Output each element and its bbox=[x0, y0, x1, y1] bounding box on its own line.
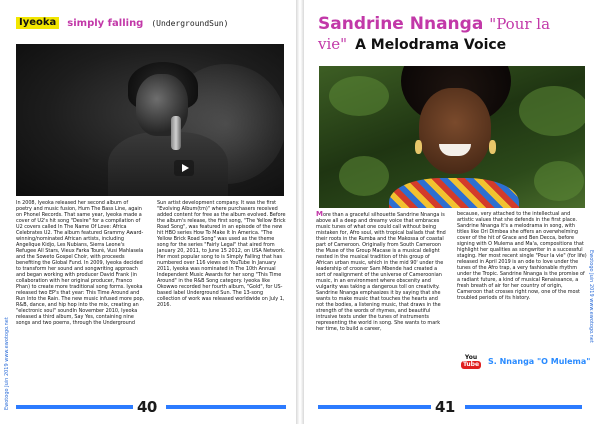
right-article bbox=[316, 211, 588, 361]
footer-rule bbox=[16, 405, 133, 409]
left-column-2: Sun artist development company. It was the first "Evolving Album(tm)" where purchasers received added content for free as the album evolved. Before the album's release, the first song, "The Yellow Brick Road Song", was featured in an episode of the new hit HBO series How To Make It In America. "The Yellow Brick Road Song" was used as the theme song for the series "Fairly Legal" that aired from January 20, 2011, to June 15 2012, on USA Network. Her most popular song to is Simply Falling that has numbered over 116 views on YouTube In January 2011, Iyeoka was nominated in The 10th Annual Independent Music Awards for her song "This Time Around" in the R&B Song category. Iyeoka like Okowwo recorded her fourth album, "Gold", for US-based label Underground Sun. The 13-song collection of work was released worldwide on July 1, 2016. bbox=[157, 200, 286, 308]
youtube-icon[interactable]: You Tube bbox=[462, 354, 480, 368]
video-thumbnail[interactable] bbox=[16, 44, 284, 196]
footer-rule bbox=[166, 405, 286, 409]
title-quote-start: "Pour la bbox=[489, 15, 551, 33]
footer-rule bbox=[465, 405, 582, 409]
artist-photo bbox=[319, 66, 585, 208]
left-header bbox=[16, 17, 228, 29]
footer-rule bbox=[318, 405, 431, 409]
article-title bbox=[318, 14, 586, 55]
side-margin-text-left: Ewotogo Juin 2019 www.ewotogo.net bbox=[4, 317, 10, 410]
title-quote-end: vie" bbox=[318, 35, 348, 53]
youtube-caption[interactable]: S. Nnanga "O Mulema" bbox=[488, 357, 591, 366]
left-column-1: In 2008, Iyeoka released her second album of poetry and music fusion, Hum The Bass Line, again on Phonel Records. That same year, Iyeoka made a cover of U2's hit song "Desire" for a compilation of U2 covers called In The Name Of Love: Africa Celebrates U2. The album featured Grammy Award-winning/nominated African artists, including Angelique Kidjo, Les Nubians, Sierra Leone's Refugee All Stars, Vieux Farka Touré, Vusi Mahlasela and the Soweto Gospel Choir, with proceeds benefiting the Global Fund. In 2009, Iyeoka decided to transform her sound and songwriting approach and began working with producer David Frank (in collaboration with her original producer, Franco Phan) to create more traditional song forms. Iyeoka released two EP's that year: This Time Around and Run Into the Rain. The new music infused more pop, R&B, dance, and hip hop into the mix, creating an "electronic soul" soundIn November 2010, Iyeoka released a third album, Say Yes, containing nine songs and two poems, through the Underground bbox=[16, 200, 145, 326]
page-number-left: 40 bbox=[137, 398, 157, 416]
page-number-right: 41 bbox=[435, 398, 455, 416]
right-column-1: More than a graceful silhouette Sandrine Nnanga is above all a deep and dreamy voice that embraces music tunes of what one could call without being mistaken for, Afro soul, with tropical ballads that find their roots in the Rumba and the Makossa of coastal part of Cameroon. Originally from South Cameroon the Muse of the Group Macase is a musical delight nested in the musical tradition of this group of African urban music, which in the mid 90' under the leadership of crooner Sam Mbende had created a sort of realignment of the universe of Cameroonian music, in an environment where obscenity and vulgarity was taking a dangerous toll on creativity. Sandrine Nnanga emphasizes it by saying that she wants to make music that touches the hearts and not the bodies, a listening music, that draws in the strength of the words of rhymes, and beautiful intrusive texts under the tunes of instruments representing the world in song. She wants to mark her time, to build a career, bbox=[316, 211, 446, 332]
left-page bbox=[0, 0, 296, 424]
artist-tag: Iyeoka bbox=[16, 17, 59, 29]
album-title: (UndergroundSun) bbox=[151, 18, 229, 28]
song-title: simply falling bbox=[67, 17, 144, 29]
page-gutter bbox=[296, 0, 304, 424]
title-name: Sandrine Nnanga bbox=[318, 14, 484, 34]
side-margin-text-right: Ewotogo Juin 2019 www.ewotogo.net bbox=[588, 250, 594, 343]
drop-cap: M bbox=[316, 211, 323, 218]
title-subtitle: A Melodrama Voice bbox=[355, 37, 507, 53]
right-column-2: because, very attached to the intellectual and artistic values that she defends in the first place. Sandrine Nnanga It's a melodrama in song, with titles like Ori Dimbea she offers an overwhelming cover of the hit of Grace and Ben Decca, before signing with O Mulema and Ma'a, compositions that highlight her qualities as songwriter in a successful staging. Her most recent single "Pour la vie" (for life) released in April 2019 is an ode to love under the tunes of the Afro trap, a very fashionable rhythm under the Tropic. Sandrine Nnanga is the promise of a radiant future, a kind of musical Renaissance, a fresh breath of air for her country of origin, Cameroon that crosses right now, one of the most troubled periods of its history. bbox=[457, 211, 587, 301]
play-icon[interactable] bbox=[174, 160, 194, 176]
left-article bbox=[16, 200, 286, 386]
